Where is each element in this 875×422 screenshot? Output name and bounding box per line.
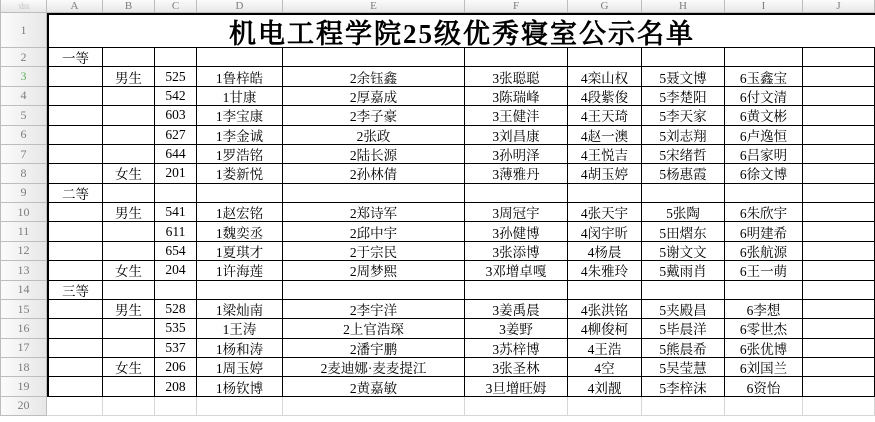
cell-J14[interactable] [803, 281, 875, 300]
cell-A12[interactable] [47, 242, 103, 261]
cell-G16[interactable]: 4柳俊柯 [568, 319, 642, 338]
cell-D11[interactable]: 1魏奕丞 [197, 222, 283, 241]
cell-D6[interactable]: 1李金诚 [197, 126, 283, 145]
table-row [0, 339, 875, 358]
cell-I18[interactable]: 6刘国兰 [725, 358, 803, 377]
cell-I5[interactable]: 6黄文彬 [725, 106, 803, 125]
col-header-B[interactable]: B [103, 0, 155, 13]
cell-C9[interactable] [155, 184, 197, 203]
cell-D20[interactable] [197, 397, 283, 416]
cell-G3[interactable]: 4栾山权 [568, 67, 642, 86]
cell-A4[interactable] [47, 87, 103, 106]
cell-H14[interactable] [642, 281, 725, 300]
cell-C13[interactable]: 204 [155, 261, 197, 280]
cell-C6[interactable]: 627 [155, 126, 197, 145]
row-header-5[interactable]: 5 [0, 106, 47, 125]
cell-B10[interactable]: 男生 [103, 203, 155, 222]
table-row [0, 281, 875, 300]
cell-F14[interactable] [465, 281, 568, 300]
row-header-20[interactable]: 20 [0, 397, 47, 416]
cell-E20[interactable] [283, 397, 465, 416]
cell-E3[interactable]: 2余钰鑫 [283, 67, 465, 86]
cell-D2[interactable] [197, 48, 283, 67]
cell-H2[interactable] [642, 48, 725, 67]
cell-C5[interactable]: 603 [155, 106, 197, 125]
cell-G6[interactable]: 4赵一澳 [568, 126, 642, 145]
table-row [0, 319, 875, 338]
cell-E15[interactable]: 2李宇洋 [283, 300, 465, 319]
cell-B11[interactable] [103, 222, 155, 241]
cell-J7[interactable] [803, 145, 875, 164]
cell-J3[interactable] [803, 67, 875, 86]
cell-D14[interactable] [197, 281, 283, 300]
cell-F6[interactable]: 3刘昌康 [465, 126, 568, 145]
cell-B14[interactable] [103, 281, 155, 300]
cell-G9[interactable] [568, 184, 642, 203]
cell-H18[interactable]: 5吴莹慧 [642, 358, 725, 377]
cell-E6[interactable]: 2张政 [283, 126, 465, 145]
cell-B9[interactable] [103, 184, 155, 203]
cell-B4[interactable] [103, 87, 155, 106]
row-header-3[interactable]: 3 [0, 67, 47, 86]
cell-B16[interactable] [103, 319, 155, 338]
table-row [0, 67, 875, 86]
cell-A9[interactable]: 二等 [47, 184, 103, 203]
col-header-C[interactable]: C [155, 0, 197, 13]
cell-C19[interactable]: 208 [155, 377, 197, 396]
table-row [0, 261, 875, 280]
cell-A15[interactable] [47, 300, 103, 319]
cell-G2[interactable] [568, 48, 642, 67]
cell-F12[interactable]: 3张添博 [465, 242, 568, 261]
cell-H16[interactable]: 5毕晨洋 [642, 319, 725, 338]
table-row [0, 106, 875, 125]
row-header-13[interactable]: 13 [0, 261, 47, 280]
row-header-7[interactable]: 7 [0, 145, 47, 164]
cell-A14[interactable]: 三等 [47, 281, 103, 300]
cell-C2[interactable] [155, 48, 197, 67]
cell-G15[interactable]: 4张洪铭 [568, 300, 642, 319]
row-header-10[interactable]: 10 [0, 203, 47, 222]
cell-I7[interactable]: 6吕家明 [725, 145, 803, 164]
cell-G13[interactable]: 4朱雅玲 [568, 261, 642, 280]
cell-G10[interactable]: 4张天宇 [568, 203, 642, 222]
table-row [0, 242, 875, 261]
col-header-H[interactable]: H [642, 0, 725, 13]
cell-C4[interactable]: 542 [155, 87, 197, 106]
cell-F7[interactable]: 3孙明泽 [465, 145, 568, 164]
row-header-9[interactable]: 9 [0, 184, 47, 203]
cell-I14[interactable] [725, 281, 803, 300]
cell-H6[interactable]: 5刘志翔 [642, 126, 725, 145]
cell-J6[interactable] [803, 126, 875, 145]
cell-J20[interactable] [803, 397, 875, 416]
cell-F10[interactable]: 3周冠宇 [465, 203, 568, 222]
cell-B15[interactable]: 男生 [103, 300, 155, 319]
col-header-A[interactable]: A [47, 0, 103, 13]
row-header-6[interactable]: 6 [0, 126, 47, 145]
table-row [0, 300, 875, 319]
cell-I2[interactable] [725, 48, 803, 67]
cell-I19[interactable]: 6资怡 [725, 377, 803, 396]
cell-I11[interactable]: 6明建希 [725, 222, 803, 241]
cell-D4[interactable]: 1甘康 [197, 87, 283, 106]
cell-C3[interactable]: 525 [155, 67, 197, 86]
cell-E5[interactable]: 2李子豪 [283, 106, 465, 125]
cell-E2[interactable] [283, 48, 465, 67]
row-header-8[interactable]: 8 [0, 164, 47, 183]
cell-E18[interactable]: 2麦迪娜·麦麦提江 [283, 358, 465, 377]
cell-E12[interactable]: 2于宗民 [283, 242, 465, 261]
cell-I12[interactable]: 6张航源 [725, 242, 803, 261]
cell-F19[interactable]: 3旦增旺姆 [465, 377, 568, 396]
row-header-15[interactable]: 15 [0, 300, 47, 319]
table-row [0, 377, 875, 396]
cell-F5[interactable]: 3王健沣 [465, 106, 568, 125]
select-all-corner[interactable]: xlsx [0, 0, 47, 13]
cell-C18[interactable]: 206 [155, 358, 197, 377]
cell-D13[interactable]: 1许海莲 [197, 261, 283, 280]
cell-C10[interactable]: 541 [155, 203, 197, 222]
cell-B3[interactable]: 男生 [103, 67, 155, 86]
cell-A13[interactable] [47, 261, 103, 280]
cell-F16[interactable]: 3姜野 [465, 319, 568, 338]
cell-D3[interactable]: 1鲁梓皓 [197, 67, 283, 86]
cell-J4[interactable] [803, 87, 875, 106]
cell-J8[interactable] [803, 164, 875, 183]
cell-D16[interactable]: 1王涛 [197, 319, 283, 338]
cell-D9[interactable] [197, 184, 283, 203]
cell-C15[interactable]: 528 [155, 300, 197, 319]
cell-H9[interactable] [642, 184, 725, 203]
cell-A3[interactable] [47, 67, 103, 86]
cell-B17[interactable] [103, 339, 155, 358]
cell-H5[interactable]: 5李天家 [642, 106, 725, 125]
cell-I15[interactable]: 6李想 [725, 300, 803, 319]
table-row [0, 222, 875, 241]
cell-C20[interactable] [155, 397, 197, 416]
cell-B18[interactable]: 女生 [103, 358, 155, 377]
cell-B8[interactable]: 女生 [103, 164, 155, 183]
cell-C12[interactable]: 654 [155, 242, 197, 261]
cell-D10[interactable]: 1赵宏铭 [197, 203, 283, 222]
cell-H12[interactable]: 5谢文文 [642, 242, 725, 261]
cell-J18[interactable] [803, 358, 875, 377]
cell-G17[interactable]: 4王浩 [568, 339, 642, 358]
partial-row-20 [0, 397, 875, 416]
cell-H11[interactable]: 5田熠东 [642, 222, 725, 241]
cell-C8[interactable]: 201 [155, 164, 197, 183]
cell-B19[interactable] [103, 377, 155, 396]
cell-J17[interactable] [803, 339, 875, 358]
row-header-18[interactable]: 18 [0, 358, 47, 377]
cell-B6[interactable] [103, 126, 155, 145]
cell-J10[interactable] [803, 203, 875, 222]
cell-D18[interactable]: 1周玉婷 [197, 358, 283, 377]
cell-I3[interactable]: 6玉鑫宝 [725, 67, 803, 86]
cell-J9[interactable] [803, 184, 875, 203]
cell-I6[interactable]: 6卢逸恒 [725, 126, 803, 145]
cell-J16[interactable] [803, 319, 875, 338]
cell-F4[interactable]: 3陈瑞峰 [465, 87, 568, 106]
cell-D17[interactable]: 1杨和涛 [197, 339, 283, 358]
cell-C16[interactable]: 535 [155, 319, 197, 338]
cell-A17[interactable] [47, 339, 103, 358]
cell-E19[interactable]: 2黄嘉敏 [283, 377, 465, 396]
col-header-E[interactable]: E [283, 0, 465, 13]
cell-I4[interactable]: 6付文清 [725, 87, 803, 106]
cell-I20[interactable] [725, 397, 803, 416]
table-row [0, 164, 875, 183]
cell-H4[interactable]: 5李楚阳 [642, 87, 725, 106]
cell-F13[interactable]: 3邓增卓嘎 [465, 261, 568, 280]
col-header-D[interactable]: D [197, 0, 283, 13]
col-header-G[interactable]: G [568, 0, 642, 13]
cell-A16[interactable] [47, 319, 103, 338]
cell-D7[interactable]: 1罗浩铭 [197, 145, 283, 164]
cell-I17[interactable]: 6张优博 [725, 339, 803, 358]
cell-B20[interactable] [103, 397, 155, 416]
cell-H3[interactable]: 5聂文博 [642, 67, 725, 86]
table-row [0, 48, 875, 67]
cell-B5[interactable] [103, 106, 155, 125]
cell-B2[interactable] [103, 48, 155, 67]
cell-E11[interactable]: 2邱中宇 [283, 222, 465, 241]
cell-G20[interactable] [568, 397, 642, 416]
cell-G4[interactable]: 4段紫俊 [568, 87, 642, 106]
cell-G19[interactable]: 4刘靓 [568, 377, 642, 396]
cell-E4[interactable]: 2厚嘉成 [283, 87, 465, 106]
cell-G11[interactable]: 4闵宇昕 [568, 222, 642, 241]
cell-C11[interactable]: 611 [155, 222, 197, 241]
cell-J15[interactable] [803, 300, 875, 319]
table-row [0, 145, 875, 164]
cell-J19[interactable] [803, 377, 875, 396]
cell-E8[interactable]: 2孙林倩 [283, 164, 465, 183]
cell-C17[interactable]: 537 [155, 339, 197, 358]
cell-H10[interactable]: 5张陶 [642, 203, 725, 222]
table-row [0, 358, 875, 377]
cell-E16[interactable]: 2上官浩琛 [283, 319, 465, 338]
cell-G7[interactable]: 4王悦吉 [568, 145, 642, 164]
cell-G5[interactable]: 4王天琦 [568, 106, 642, 125]
cell-A11[interactable] [47, 222, 103, 241]
cell-A2[interactable]: 一等 [47, 48, 103, 67]
row-header-17[interactable]: 17 [0, 339, 47, 358]
cell-H20[interactable] [642, 397, 725, 416]
col-header-I[interactable]: I [725, 0, 803, 13]
cell-A6[interactable] [47, 126, 103, 145]
cell-J11[interactable] [803, 222, 875, 241]
cell-G14[interactable] [568, 281, 642, 300]
cell-A19[interactable] [47, 377, 103, 396]
row-header-19[interactable]: 19 [0, 377, 47, 396]
cell-J12[interactable] [803, 242, 875, 261]
cell-I9[interactable] [725, 184, 803, 203]
cell-E14[interactable] [283, 281, 465, 300]
row-header-14[interactable]: 14 [0, 281, 47, 300]
col-header-J[interactable]: J [803, 0, 875, 13]
cell-J2[interactable] [803, 48, 875, 67]
table-row [0, 87, 875, 106]
row-header-2[interactable]: 2 [0, 48, 47, 67]
cell-D19[interactable]: 1杨钦博 [197, 377, 283, 396]
cell-E17[interactable]: 2潘宇鹏 [283, 339, 465, 358]
row-header-12[interactable]: 12 [0, 242, 47, 261]
cell-J5[interactable] [803, 106, 875, 125]
cell-I13[interactable]: 6王一萌 [725, 261, 803, 280]
cell-E7[interactable]: 2陆长源 [283, 145, 465, 164]
cell-I10[interactable]: 6朱欣宇 [725, 203, 803, 222]
cell-H8[interactable]: 5杨惠霞 [642, 164, 725, 183]
row-header-16[interactable]: 16 [0, 319, 47, 338]
row-header-11[interactable]: 11 [0, 222, 47, 241]
cell-A10[interactable] [47, 203, 103, 222]
cell-A7[interactable] [47, 145, 103, 164]
cell-A18[interactable] [47, 358, 103, 377]
cell-A20[interactable] [47, 397, 103, 416]
table-row [0, 203, 875, 222]
cell-H13[interactable]: 5戴雨肖 [642, 261, 725, 280]
cell-B13[interactable]: 女生 [103, 261, 155, 280]
cell-D12[interactable]: 1夏琪才 [197, 242, 283, 261]
cell-C7[interactable]: 644 [155, 145, 197, 164]
row-header-1[interactable]: 1 [0, 13, 47, 48]
cell-D5[interactable]: 1李宝康 [197, 106, 283, 125]
cell-A8[interactable] [47, 164, 103, 183]
cell-F20[interactable] [465, 397, 568, 416]
cell-A5[interactable] [47, 106, 103, 125]
cell-E13[interactable]: 2周梦熙 [283, 261, 465, 280]
cell-F18[interactable]: 3张圣林 [465, 358, 568, 377]
table-row [0, 184, 875, 203]
title-row [0, 13, 875, 48]
cell-G12[interactable]: 4杨晨 [568, 242, 642, 261]
cell-F3[interactable]: 3张聪聪 [465, 67, 568, 86]
cell-I16[interactable]: 6零世杰 [725, 319, 803, 338]
cell-F11[interactable]: 3孙健博 [465, 222, 568, 241]
cell-J13[interactable] [803, 261, 875, 280]
cell-H15[interactable]: 5夹殿昌 [642, 300, 725, 319]
cell-G8[interactable]: 4胡玉婷 [568, 164, 642, 183]
row-header-4[interactable]: 4 [0, 87, 47, 106]
cell-E9[interactable] [283, 184, 465, 203]
cell-D15[interactable]: 1梁灿南 [197, 300, 283, 319]
cell-F9[interactable] [465, 184, 568, 203]
column-header-row [0, 0, 875, 13]
cell-B7[interactable] [103, 145, 155, 164]
table-row [0, 126, 875, 145]
col-header-F[interactable]: F [465, 0, 568, 13]
cell-D8[interactable]: 1娄新悦 [197, 164, 283, 183]
table-body [0, 48, 875, 397]
cell-G18[interactable]: 4空 [568, 358, 642, 377]
cell-H7[interactable]: 5宋绪哲 [642, 145, 725, 164]
cell-F2[interactable] [465, 48, 568, 67]
cell-B12[interactable] [103, 242, 155, 261]
cell-H19[interactable]: 5李梓沫 [642, 377, 725, 396]
page-title[interactable]: 机电工程学院25级优秀寝室公示名单 [47, 13, 875, 48]
cell-H17[interactable]: 5熊晨希 [642, 339, 725, 358]
cell-F15[interactable]: 3姜禹晨 [465, 300, 568, 319]
cell-I8[interactable]: 6徐文博 [725, 164, 803, 183]
cell-F17[interactable]: 3苏梓博 [465, 339, 568, 358]
cell-F8[interactable]: 3薄雅丹 [465, 164, 568, 183]
cell-C14[interactable] [155, 281, 197, 300]
cell-E10[interactable]: 2郑诗军 [283, 203, 465, 222]
